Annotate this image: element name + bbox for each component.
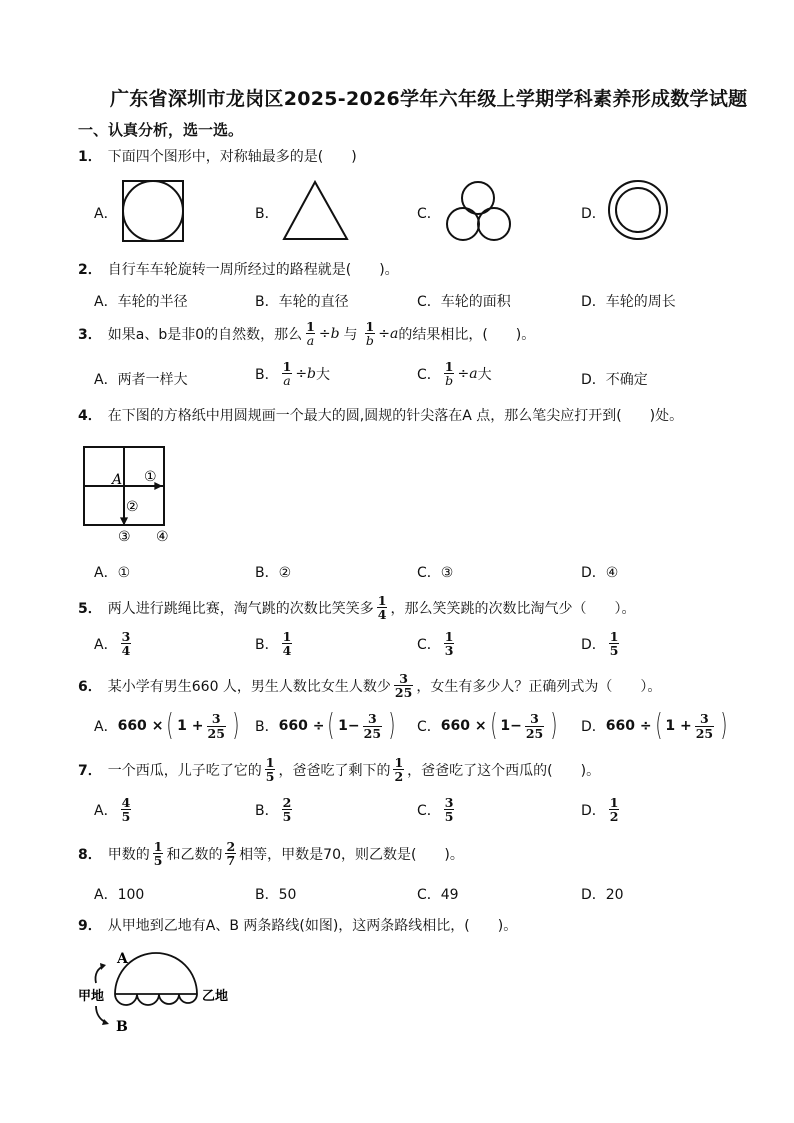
q1-option-b[interactable]: B．: [255, 206, 279, 222]
q3-option-d[interactable]: D．不确定: [581, 372, 648, 388]
question-number: 9．: [78, 918, 102, 934]
q8-option-a[interactable]: A．100: [94, 887, 145, 903]
q2-option-c[interactable]: C．车轮的面积: [417, 294, 511, 310]
q5-option-c[interactable]: C． $\frac{1}{3}$: [417, 629, 454, 659]
q4-option-b[interactable]: B．②: [255, 565, 292, 581]
q1-option-d[interactable]: D．: [581, 206, 606, 222]
q6-option-a[interactable]: A． 660 × ( 1 + $\frac{3}{25}$ ): [94, 708, 240, 743]
question-text: 下面四个图形中，对称轴最多的是( ): [107, 149, 357, 165]
q5-option-d[interactable]: D． $\frac{1}{5}$: [581, 629, 619, 659]
fraction: $\frac{1}{a}$: [306, 319, 315, 349]
fraction: $\frac{1}{4}$: [377, 593, 387, 623]
fraction: $\frac{1}{5}$: [265, 755, 275, 785]
question-5: 5． 两人进行跳绳比赛，淘气跳的次数比笑笑多 $\frac{1}{4}$ ，那么笑笑跳的次数比淘气少（ ）。: [78, 593, 636, 623]
question-number: 2．: [78, 262, 102, 278]
q2-option-a[interactable]: A．车轮的半径: [94, 294, 188, 310]
question-number: 8．: [78, 846, 102, 863]
question-number: 1．: [78, 149, 102, 165]
mark-2: ②: [126, 499, 139, 515]
mark-4: ④: [156, 529, 169, 545]
question-text: 从甲地到乙地有A、B 两条路线(如图)，这两条路线相比，( )。: [107, 918, 518, 934]
q8-option-c[interactable]: C．49: [417, 887, 459, 903]
q4-option-a[interactable]: A．①: [94, 565, 131, 581]
q1-option-c[interactable]: C．: [417, 206, 441, 222]
q6-option-b[interactable]: B． 660 ÷ ( 1− $\frac{3}{25}$ ): [255, 708, 396, 743]
question-number: 4．: [78, 408, 102, 424]
q4-option-d[interactable]: D．④: [581, 565, 619, 581]
q7-option-d[interactable]: D． $\frac{1}{2}$: [581, 795, 619, 825]
q3-option-a[interactable]: A．两者一样大: [94, 372, 188, 388]
question-number: 7．: [78, 762, 102, 779]
q8-option-b[interactable]: B．50: [255, 887, 297, 903]
q1-option-a[interactable]: A．: [94, 206, 118, 222]
arrow-up-head: [100, 963, 106, 970]
question-number: 6．: [78, 678, 102, 695]
question-7: 7． 一个西瓜，儿子吃了它的 $\frac{1}{5}$ ，爸爸吃了剩下的 $\frac{1}{2}$ ，爸爸吃了这个西瓜的( )。: [78, 755, 601, 785]
mark-1: ①: [144, 469, 157, 485]
q3-option-b[interactable]: B． $\frac{1}{a}$ ÷ b 大: [255, 359, 331, 389]
arrow-up-curve: [95, 966, 104, 983]
q2-option-d[interactable]: D．车轮的周长: [581, 294, 676, 310]
page-title: 广东省深圳市龙岗区2025-2026学年六年级上学期学科素养形成数学试题: [110, 88, 748, 110]
question-number: 5．: [78, 600, 102, 617]
question-text: 在下图的方格纸中用圆规画一个最大的圆,圆规的针尖落在A 点，那么笔尖应打开到( )处。: [107, 408, 684, 424]
question-text: 自行车车轮旋转一周所经过的路程就是( )。: [107, 262, 399, 278]
q5-option-a[interactable]: A． $\frac{3}{4}$: [94, 629, 131, 659]
route-a-label: A: [117, 951, 128, 967]
q7-option-c[interactable]: C． $\frac{3}{5}$: [417, 795, 454, 825]
q3-option-c[interactable]: C． $\frac{1}{b}$ ÷ a 大: [417, 359, 492, 389]
q5-option-b[interactable]: B． $\frac{1}{4}$: [255, 629, 292, 659]
fraction: $\frac{1}{b}$: [365, 319, 375, 349]
q7-option-a[interactable]: A． $\frac{4}{5}$: [94, 795, 131, 825]
route-b-label: B: [116, 1019, 128, 1035]
end-label: 乙地: [202, 989, 229, 1004]
q6-option-c[interactable]: C． 660 × ( 1− $\frac{3}{25}$ ): [417, 708, 558, 743]
mark-3: ③: [118, 529, 131, 545]
q7-option-b[interactable]: B． $\frac{2}{5}$: [255, 795, 292, 825]
start-label: 甲地: [78, 989, 105, 1004]
point-a-label: A: [112, 472, 123, 488]
question-number: 3．: [78, 326, 102, 343]
question-8: 8． 甲数的 $\frac{1}{5}$ 和乙数的 $\frac{2}{7}$ 相等，甲数是70，则乙数是( )。: [78, 839, 464, 869]
question-6: 6． 某小学有男生660 人，男生人数比女生人数少 $\frac{3}{25}$ ，女生有多少人？正确列式为（ ）。: [78, 671, 662, 701]
fraction: $\frac{3}{25}$: [394, 671, 413, 701]
question-3: 3． 如果a、b是非0的自然数，那么 $\frac{1}{a}$ ÷ b 与 $\frac{1}{b}$ ÷ a 的结果相比，( )。: [78, 319, 536, 349]
q2-option-b[interactable]: B．车轮的直径: [255, 294, 349, 310]
fraction: $\frac{2}{7}$: [226, 839, 236, 869]
q6-option-d[interactable]: D． 660 ÷ ( 1 + $\frac{3}{25}$ ): [581, 708, 728, 743]
section-heading: 一、认真分析，选一选。: [78, 121, 244, 139]
q8-option-d[interactable]: D．20: [581, 887, 624, 903]
fraction: $\frac{1}{5}$: [153, 839, 163, 869]
route-b-arcs: [115, 994, 197, 1005]
fraction: $\frac{1}{2}$: [394, 755, 404, 785]
q4-option-c[interactable]: C．③: [417, 565, 454, 581]
